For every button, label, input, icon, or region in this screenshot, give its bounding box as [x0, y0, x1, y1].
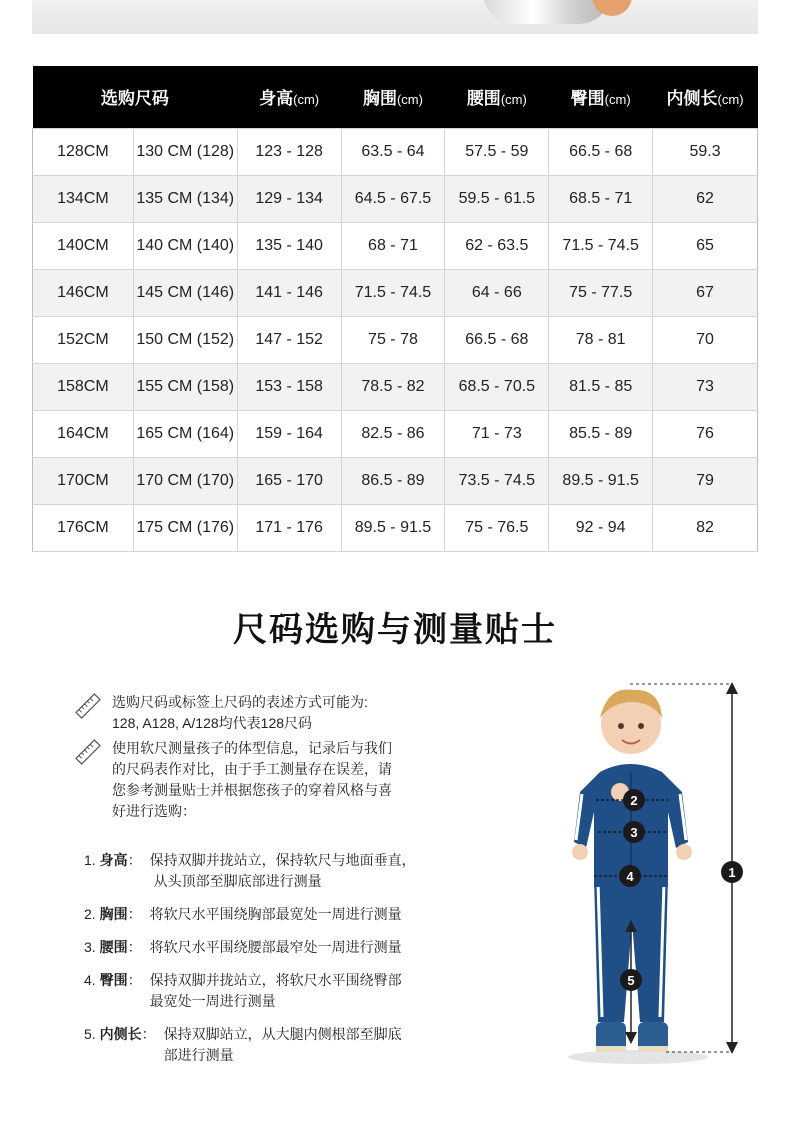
- cell-inseam: 67: [653, 269, 758, 316]
- marker-4: [619, 865, 641, 887]
- table-row: [33, 504, 758, 551]
- intro-line: 好进行选购：: [112, 803, 196, 819]
- cell-chest: 71.5 - 74.5: [341, 269, 445, 316]
- cell-hip: 66.5 - 68: [549, 128, 653, 175]
- cell-inseam: 82: [653, 504, 758, 551]
- cell-height: 171 - 176: [237, 504, 341, 551]
- cell-label-size: 145 CM (146): [133, 269, 237, 316]
- table-row: [33, 222, 758, 269]
- table-row: [33, 175, 758, 222]
- cell-waist: 64 - 66: [445, 269, 549, 316]
- cell-inseam: 59.3: [653, 128, 758, 175]
- cell-chest: 89.5 - 91.5: [341, 504, 445, 551]
- cell-chest: 63.5 - 64: [341, 128, 445, 175]
- marker-1: [721, 861, 743, 883]
- step-inseam: 5. 内侧长： 保持双脚站立，从大腿内侧根部至脚底 部进行测量: [84, 1026, 402, 1063]
- cell-label-size: 135 CM (134): [133, 175, 237, 222]
- cell-hip: 85.5 - 89: [549, 410, 653, 457]
- cell-height: 159 - 164: [237, 410, 341, 457]
- cell-height: 123 - 128: [237, 128, 341, 175]
- svg-text:2: 2: [630, 793, 638, 808]
- cell-waist: 71 - 73: [445, 410, 549, 457]
- cell-label-size: 150 CM (152): [133, 316, 237, 363]
- cell-inseam: 76: [653, 410, 758, 457]
- intro-note-2: [74, 738, 434, 834]
- step-height: 1. 身高： 保持双脚并拢站立，保持软尺与地面垂直， 从头顶部至脚底部进行测量: [84, 852, 416, 889]
- cell-chest: 86.5 - 89: [341, 457, 445, 504]
- measurement-steps: [84, 850, 444, 1078]
- marker-2: [623, 789, 645, 811]
- cell-inseam: 65: [653, 222, 758, 269]
- header-size: 选购尺码: [33, 66, 238, 128]
- intro-line: 的尺码表作对比，由于手工测量存在误差，请: [112, 761, 392, 777]
- table-row: [33, 128, 758, 175]
- cell-size: 158CM: [33, 363, 134, 410]
- cell-height: 129 - 134: [237, 175, 341, 222]
- cell-waist: 75 - 76.5: [445, 504, 549, 551]
- cell-waist: 62 - 63.5: [445, 222, 549, 269]
- cell-hip: 89.5 - 91.5: [549, 457, 653, 504]
- cell-waist: 73.5 - 74.5: [445, 457, 549, 504]
- cell-size: 170CM: [33, 457, 134, 504]
- cell-inseam: 70: [653, 316, 758, 363]
- intro-line: 128, A128, A/128均代表128尺码: [112, 715, 313, 731]
- cell-hip: 81.5 - 85: [549, 363, 653, 410]
- marker-5: [620, 969, 642, 991]
- svg-text:1: 1: [728, 865, 736, 880]
- svg-text:3: 3: [630, 825, 638, 840]
- cell-chest: 82.5 - 86: [341, 410, 445, 457]
- ruler-icon: [74, 692, 102, 720]
- cell-label-size: 170 CM (170): [133, 457, 237, 504]
- table-row: [33, 457, 758, 504]
- header-inseam: 内侧长(cm): [653, 66, 758, 128]
- cell-chest: 75 - 78: [341, 316, 445, 363]
- cell-size: 140CM: [33, 222, 134, 269]
- cell-height: 141 - 146: [237, 269, 341, 316]
- cell-height: 153 - 158: [237, 363, 341, 410]
- cell-inseam: 73: [653, 363, 758, 410]
- header-height: 身高(cm): [237, 66, 341, 128]
- step-waist: 3. 腰围： 将软尺水平围绕腰部最窄处一周进行测量: [84, 939, 402, 955]
- step-chest: 2. 胸围： 将软尺水平围绕胸部最宽处一周进行测量: [84, 906, 402, 922]
- header-chest: 胸围(cm): [341, 66, 445, 128]
- cell-inseam: 62: [653, 175, 758, 222]
- cell-size: 176CM: [33, 504, 134, 551]
- intro-line: 选购尺码或标签上尺码的表述方式可能为:: [112, 694, 368, 710]
- cell-hip: 78 - 81: [549, 316, 653, 363]
- cell-height: 165 - 170: [237, 457, 341, 504]
- cell-waist: 66.5 - 68: [445, 316, 549, 363]
- cell-size: 146CM: [33, 269, 134, 316]
- cell-hip: 75 - 77.5: [549, 269, 653, 316]
- cell-label-size: 155 CM (158): [133, 363, 237, 410]
- cell-size: 128CM: [33, 128, 134, 175]
- tips-title: 尺码选购与测量贴士: [233, 611, 557, 649]
- cell-chest: 68 - 71: [341, 222, 445, 269]
- cell-size: 164CM: [33, 410, 134, 457]
- svg-text:5: 5: [627, 973, 635, 988]
- cell-height: 135 - 140: [237, 222, 341, 269]
- table-header-row: [33, 66, 758, 128]
- cell-label-size: 130 CM (128): [133, 128, 237, 175]
- cell-size: 134CM: [33, 175, 134, 222]
- ruler-icon: [74, 738, 102, 766]
- kid-measurement-illustration: [560, 672, 770, 1072]
- cell-chest: 78.5 - 82: [341, 363, 445, 410]
- step-hip: 4. 臀围： 保持双脚并拢站立，将软尺水平围绕臀部 最宽处一周进行测量: [84, 972, 402, 1009]
- intro-line: 使用软尺测量孩子的体型信息，记录后与我们: [112, 740, 392, 756]
- cell-size: 152CM: [33, 316, 134, 363]
- cell-waist: 57.5 - 59: [445, 128, 549, 175]
- cell-hip: 92 - 94: [549, 504, 653, 551]
- svg-text:4: 4: [626, 869, 634, 884]
- header-hip: 臀围(cm): [549, 66, 653, 128]
- marker-3: [623, 821, 645, 843]
- cell-label-size: 140 CM (140): [133, 222, 237, 269]
- table-row: [33, 316, 758, 363]
- cell-inseam: 79: [653, 457, 758, 504]
- cell-label-size: 165 CM (164): [133, 410, 237, 457]
- cell-waist: 68.5 - 70.5: [445, 363, 549, 410]
- cell-label-size: 175 CM (176): [133, 504, 237, 551]
- cell-chest: 64.5 - 67.5: [341, 175, 445, 222]
- size-chart-table: [32, 66, 758, 552]
- table-row: [33, 363, 758, 410]
- table-row: [33, 269, 758, 316]
- header-waist: 腰围(cm): [445, 66, 549, 128]
- table-row: [33, 410, 758, 457]
- cell-height: 147 - 152: [237, 316, 341, 363]
- intro-line: 您参考测量贴士并根据您孩子的穿着风格与喜: [112, 782, 392, 798]
- cell-hip: 68.5 - 71: [549, 175, 653, 222]
- top-product-photo: [32, 0, 758, 34]
- cell-hip: 71.5 - 74.5: [549, 222, 653, 269]
- cell-waist: 59.5 - 61.5: [445, 175, 549, 222]
